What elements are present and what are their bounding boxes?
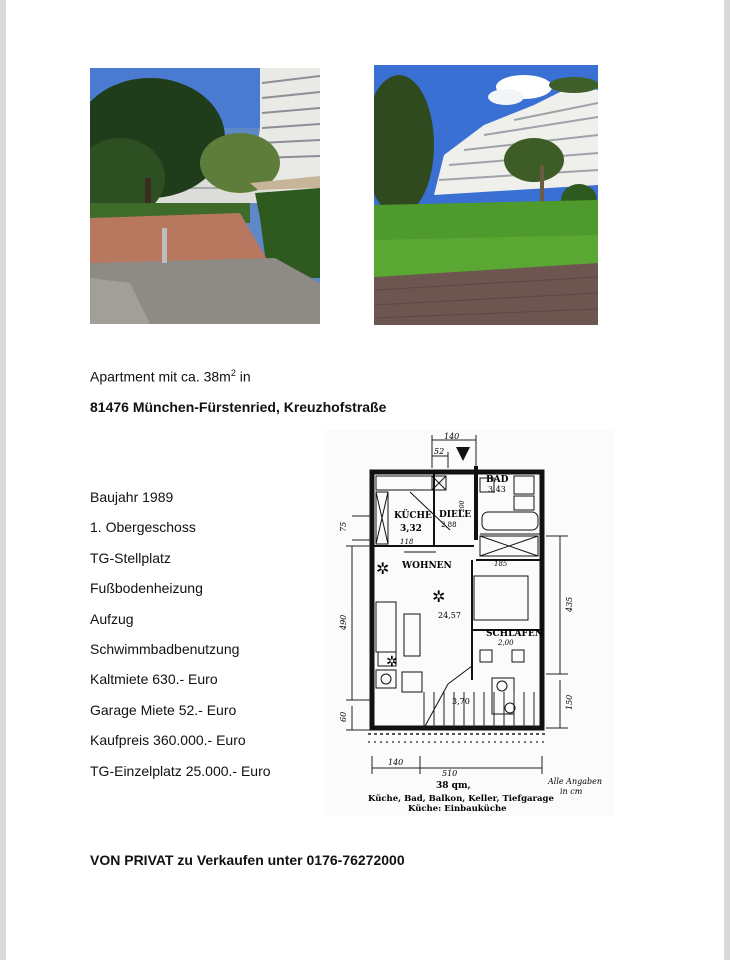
document-page xyxy=(6,0,724,960)
dim-bottom-partial: 140 xyxy=(388,758,404,767)
room-label-bad: BAD xyxy=(486,475,509,485)
plant-icon: ✲ xyxy=(386,654,398,670)
room-label-wohnen: WOHNEN xyxy=(402,561,452,571)
room-area-schlafen: 2,00 xyxy=(498,639,514,647)
dim-left-top: 75 xyxy=(339,521,348,532)
feature-item: TG-Stellplatz xyxy=(90,549,171,566)
feature-item: Garage Miete 52.- Euro xyxy=(90,701,237,718)
dim-kitchen-width: 118 xyxy=(400,538,414,546)
dim-top-outer: 140 xyxy=(444,432,460,441)
plant-icon: ✲ xyxy=(432,587,446,606)
plan-note-line2: in cm xyxy=(560,787,583,796)
dim-left-bottom: 60 xyxy=(339,711,348,722)
dim-bed-width: 185 xyxy=(494,560,508,568)
feature-item: TG-Einzelplatz 25.000.- Euro xyxy=(90,762,271,779)
dim-left-main: 490 xyxy=(339,614,348,630)
feature-list xyxy=(90,488,271,792)
room-area-balkon: 3,70 xyxy=(452,697,470,706)
feature-item: Aufzug xyxy=(90,610,134,627)
dim-right-lower: 150 xyxy=(565,694,574,710)
garden-lawn-photo xyxy=(374,65,598,325)
apartment-intro xyxy=(90,368,251,385)
dim-right-upper: 435 xyxy=(565,596,574,612)
feature-item: Baujahr 1989 xyxy=(90,489,174,505)
feature-item: 1. Obergeschoss xyxy=(90,519,196,536)
feature-item: Schwimmbadbenutzung xyxy=(90,640,240,657)
room-area-kueche: 3,32 xyxy=(400,524,422,534)
plant-icon: ✲ xyxy=(376,559,390,578)
dim-top-inner: 52 xyxy=(434,447,445,456)
floor-plan xyxy=(324,430,614,816)
feature-item: Kaufpreis 360.000.- Euro xyxy=(90,732,246,749)
plan-caption-kitchen: Küche: Einbauküche xyxy=(408,804,507,814)
feature-item: Kaltmiete 630.- Euro xyxy=(90,671,218,688)
room-label-diele: DIELE xyxy=(439,510,472,520)
room-label-kueche: KÜCHE xyxy=(394,511,432,521)
contact-line: VON PRIVAT zu Verkaufen unter 0176-76272000 xyxy=(90,852,405,868)
plan-note-line1: Alle Angaben xyxy=(548,777,602,786)
plan-caption-features: Küche, Bad, Balkon, Keller, Tiefgarage xyxy=(368,794,554,804)
intro-prefix: Apartment mit ca. 38m xyxy=(90,368,231,385)
room-area-bad: 3,43 xyxy=(488,485,506,494)
intro-suffix: in xyxy=(235,368,251,385)
dim-bottom-width: 510 xyxy=(442,769,458,778)
room-label-schlafen: SCHLAFEN xyxy=(486,629,543,639)
dim-diele-height: 200 xyxy=(459,500,466,512)
intro-superscript: 2 xyxy=(230,368,236,378)
address-line: 81476 München-Fürstenried, Kreuzhofstraße xyxy=(90,399,387,415)
feature-item: Fußbodenheizung xyxy=(90,580,203,597)
room-area-wohnen: 24,57 xyxy=(438,611,461,620)
plan-caption-area: 38 qm, xyxy=(436,781,471,791)
building-entrance-photo xyxy=(90,68,320,324)
room-area-diele: 2,88 xyxy=(441,521,457,529)
